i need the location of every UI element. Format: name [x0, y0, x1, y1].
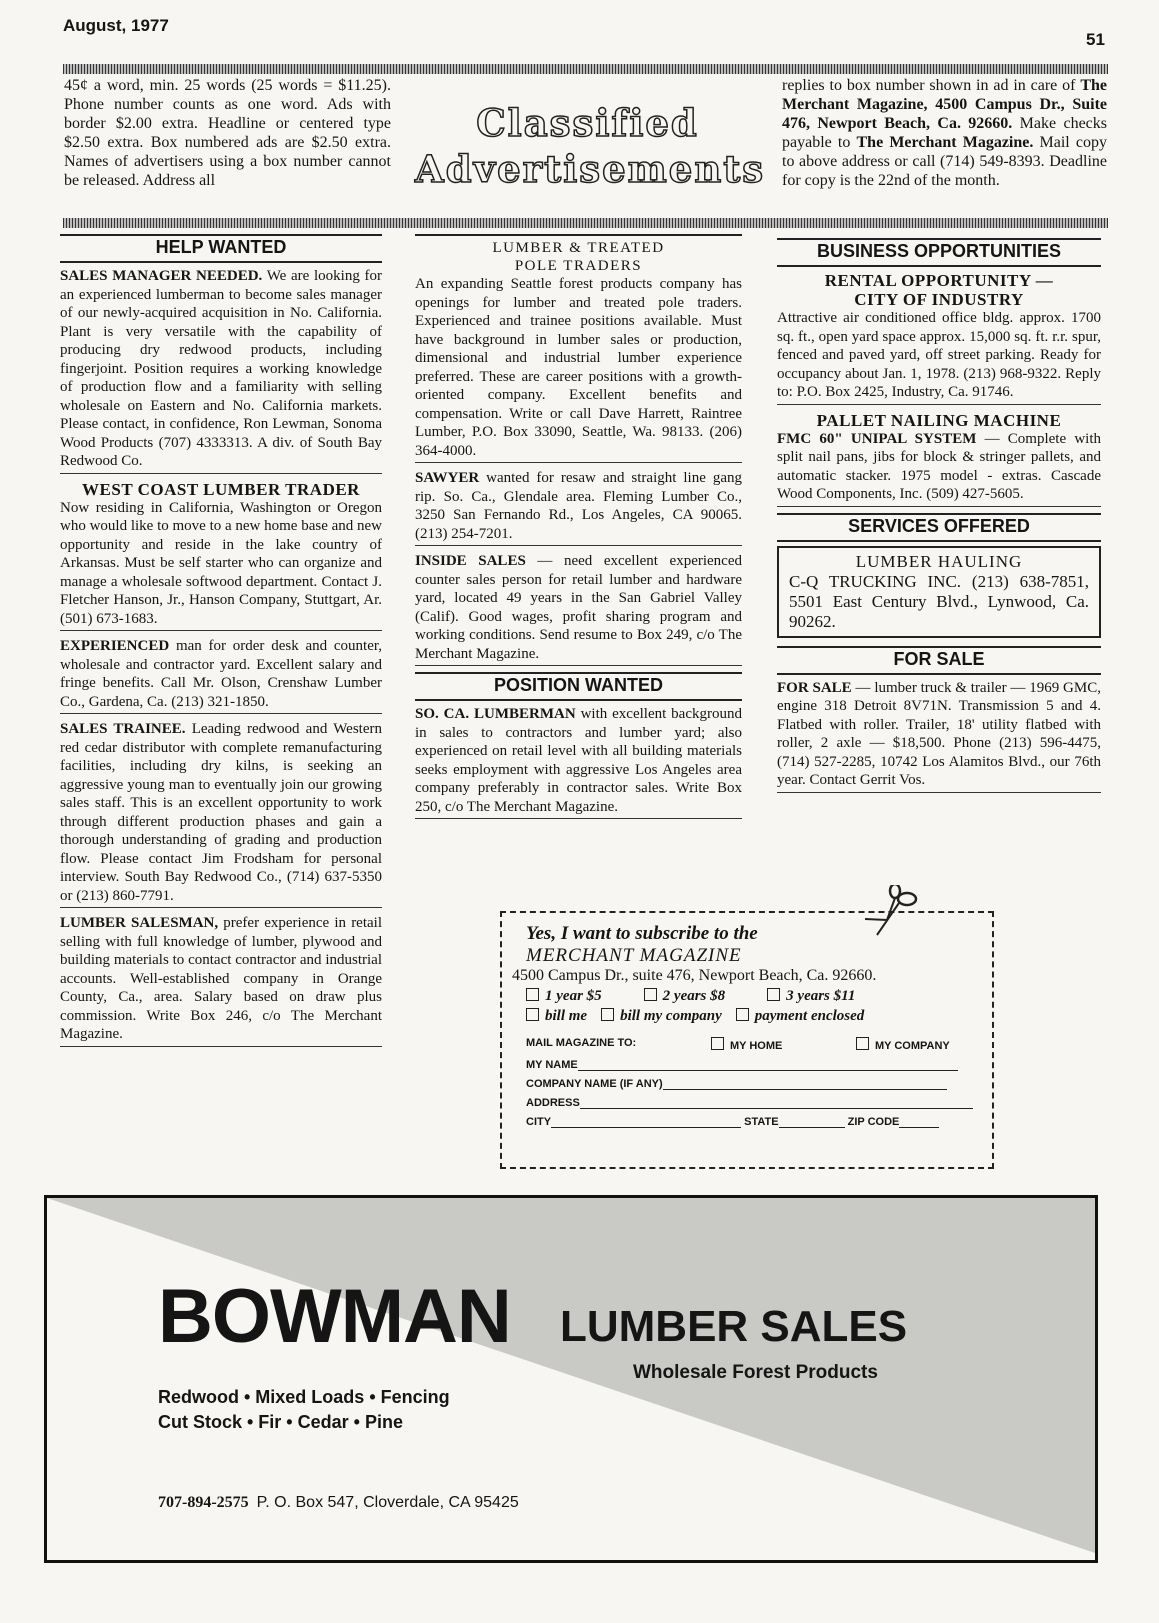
ad-lead: EXPERIENCED	[60, 638, 170, 654]
column-business	[777, 238, 1101, 799]
intro-replies-text-1: replies to box number shown in ad in care of	[782, 77, 1081, 94]
top-rule	[63, 64, 1108, 74]
coupon-address: 4500 Campus Dr., suite 476, Newport Beach, Ca. 92660.	[512, 967, 877, 984]
option-label: MY COMPANY	[875, 1040, 950, 1052]
ad-title-pole-traders-1: LUMBER & TREATED	[492, 240, 665, 256]
ad-lead: SALES TRAINEE.	[60, 721, 186, 737]
mail-to-row	[526, 1037, 981, 1052]
city-field[interactable]	[551, 1127, 741, 1128]
ad-body: We are looking for an experienced lumberman to become sales manager of our newly-acquired acquisition in No. California. Plant is very versatile with the capability of producing dry redwood products, including fingerjoint. Position requires a working knowledge of production flow and a familiarity with selling wholesale on Eastern and No. California markets. Please contact, in confidence, Ron Lewman, Sonoma Wood Products (707) 4333313. A div. of South Bay Redwood Co.	[60, 268, 382, 469]
mail-to-label: MAIL MAGAZINE TO:	[526, 1037, 637, 1049]
ad-sales-trainee	[60, 720, 382, 908]
bowman-products	[158, 1385, 450, 1435]
ad-body: Leading redwood and Western red cedar distributor with complete remanufacturing facilities, including dry kilns, is seeking an aggressive young man to eventually join our growing sales staff. This is an excellent opportunity to work through different production phases and gain a thorough understanding of grading and production flow. Please contact Jim Frodsham for personal interview. South Bay Redwood Co., (714) 637-5350 or (213) 860-7791.	[60, 721, 382, 904]
ad-body: — lumber truck & trailer — 1969 GMC, engine 318 Detroit 8V71N. Transmission 5 and 4. Flatbed with roller. Trailer, 18' utility flatbed with roller, 2 axle — $18,500. Phone (213) 596-4475, (714) 527-2285, 10742 Los Alamitos Blvd., our 76th year. Contact Gerrit Vos.	[777, 679, 1101, 788]
option-label: bill me	[545, 1008, 588, 1024]
ad-title-pallet: PALLET NAILING MACHINE	[816, 410, 1062, 430]
column-help-wanted	[60, 234, 382, 1053]
checkbox[interactable]	[767, 988, 780, 1001]
ad-title-pole-traders-2: POLE TRADERS	[514, 258, 643, 274]
ad-lead: LUMBER SALESMAN,	[60, 915, 219, 931]
state-field[interactable]	[779, 1127, 845, 1128]
intro-replies-address: The Merchant Magazine, 4500 Campus Dr., Suite 476, Newport Beach, Ca. 92660.	[782, 77, 1107, 132]
column-middle	[415, 234, 742, 825]
address-row	[526, 1097, 981, 1109]
title-line2: Advertisements	[415, 147, 766, 191]
company-label: COMPANY NAME (IF ANY)	[526, 1078, 663, 1090]
intro-replies-text-2: Make checks payable to	[782, 115, 1107, 151]
ad-title-rental-1: RENTAL OPPORTUNITY —	[824, 271, 1054, 290]
company-field[interactable]	[663, 1089, 947, 1090]
coupon-options-row2	[526, 1008, 981, 1025]
ad-pallet-nailing	[777, 430, 1101, 507]
name-row	[526, 1059, 981, 1071]
zip-field[interactable]	[899, 1127, 939, 1128]
ad-body: — Complete with split nail pans, jibs for block & stringer pallets, and automatic stacker. 1975 model - extras. Cascade Wood Components, Inc. (509) 427-5605.	[777, 430, 1101, 502]
bowman-brand: BOWMAN	[158, 1274, 511, 1359]
ad-experienced	[60, 637, 382, 714]
ad-inside-sales	[415, 552, 742, 666]
option-my-company[interactable]	[856, 1037, 950, 1052]
coupon-line1: Yes, I want to subscribe to the	[526, 923, 758, 944]
bowman-tagline: Wholesale Forest Products	[633, 1362, 878, 1383]
option-bill-me[interactable]	[526, 1008, 587, 1025]
option-label: 3 years $11	[786, 988, 856, 1004]
checkbox[interactable]	[711, 1037, 724, 1050]
bowman-contact	[158, 1494, 519, 1512]
ad-title-rental-2: CITY OF INDUSTRY	[854, 290, 1024, 309]
section-services-offered: SERVICES OFFERED	[777, 513, 1101, 542]
checkbox[interactable]	[644, 988, 657, 1001]
issue-date: August, 1977	[63, 16, 169, 35]
ad-lead: SALES MANAGER NEEDED.	[60, 268, 263, 284]
ad-so-ca-lumberman	[415, 705, 742, 819]
state-label: STATE	[744, 1116, 779, 1128]
intro-replies	[782, 76, 1107, 190]
option-label: MY HOME	[730, 1040, 783, 1052]
page-number: 51	[1086, 30, 1105, 49]
section-help-wanted: HELP WANTED	[60, 234, 382, 263]
ad-lead: SO. CA. LUMBERMAN	[415, 706, 576, 722]
ad-lead: INSIDE SALES	[415, 553, 526, 569]
section-position-wanted: POSITION WANTED	[415, 672, 742, 701]
address-label: ADDRESS	[526, 1097, 580, 1109]
section-business-opportunities: BUSINESS OPPORTUNITIES	[777, 238, 1101, 267]
option-label: bill my company	[620, 1008, 722, 1024]
checkbox[interactable]	[736, 1008, 749, 1021]
ad-body: man for order desk and counter, wholesale and contractor yard. Excellent salary and fringe benefits. Call Mr. Olson, Crenshaw Lumber Co., Gardena, Ca. (213) 321-1850.	[60, 638, 382, 710]
city-label: CITY	[526, 1116, 552, 1128]
classified-title	[415, 100, 766, 192]
bowman-products-2: Cut Stock • Fir • Cedar • Pine	[158, 1412, 403, 1432]
ad-body: prefer experience in retail selling with full knowledge of lumber, plywood and building materials to contact contractor and industrial accounts. Well-established company in Orange County, Ca., area. Salary based on draw plus commission. Write Box 246, c/o The Merchant Magazine.	[60, 915, 383, 1042]
option-1-year[interactable]	[526, 988, 602, 1005]
subscription-coupon	[500, 911, 994, 1169]
ad-body: with excellent background in sales to contractors and lumber yard; also experienced on retail level with all building materials seeks employment with aggressive Los Angeles area company preferably in contractor sales. Write Box 250, c/o The Merchant Magazine.	[415, 706, 742, 815]
svc-title: LUMBER HAULING	[855, 551, 1023, 571]
city-row	[526, 1116, 981, 1128]
bowman-phone: 707-894-2575	[158, 1494, 249, 1511]
option-2-years[interactable]	[644, 988, 726, 1005]
coupon-options-row1	[526, 988, 981, 1005]
column-top-rule	[415, 234, 742, 236]
ad-sales-manager	[60, 267, 382, 474]
option-bill-company[interactable]	[601, 1008, 722, 1025]
ad-lumber-hauling	[777, 546, 1101, 638]
option-label: payment enclosed	[754, 1008, 865, 1024]
section-for-sale: FOR SALE	[777, 646, 1101, 675]
intro-replies-payee: The Merchant Magazine.	[856, 134, 1034, 151]
svc-body: C-Q TRUCKING INC. (213) 638-7851, 5501 East Century Blvd., Lynwood, Ca. 90262.	[789, 571, 1089, 631]
option-my-home[interactable]	[711, 1037, 856, 1052]
checkbox[interactable]	[526, 988, 539, 1001]
intro-rates	[64, 76, 391, 190]
ad-lumber-salesman	[60, 914, 382, 1047]
bowman-address: P. O. Box 547, Cloverdale, CA 95425	[256, 1494, 519, 1511]
bowman-products-1: Redwood • Mixed Loads • Fencing	[158, 1387, 450, 1407]
name-label: MY NAME	[526, 1059, 578, 1071]
ad-body: wanted for resaw and straight line gang rip. So. Ca., Glendale area. Fleming Lumber Co., 3250 San Fernando Rd., Los Angeles, CA 90065. (213) 254-7201.	[415, 470, 742, 542]
ad-lead: FOR SALE	[777, 679, 852, 696]
zip-label: ZIP CODE	[847, 1116, 900, 1128]
intro-rule	[63, 218, 1108, 228]
ad-rental-opportunity: Attractive air conditioned office bldg. approx. 1700 sq. ft., open yard space approx. 15,000 sq. ft. r.r. spur, fenced and paved yard, off street parking. Ready for occupancy about Jan. 1, 1978. (213) 968-9322. Reply to: P.O. Box 2425, Industry, Ca. 91746.	[777, 309, 1101, 405]
checkbox[interactable]	[526, 1008, 539, 1021]
ad-pole-traders: An expanding Seattle forest products company has openings for lumber and treated pole traders. Experienced and trainee positions available. Must have background in lumber sales or production, dimensional and industrial lumber experience preferred. These are career positions with a growth-oriented company. Excellent benefits and compensation. Write or call Dave Harrett, Raintree Lumber, P.O. Box 33090, Seattle, Wa. 98133. (206) 364-4000.	[415, 275, 742, 463]
intro-rates-text: 45¢ a word, min. 25 words (25 words = $11.25). Phone number counts as one word. Ads with border $2.00 extra. Headline or centered type $2.50 extra. Box numbered ads are $2.50 extra. Names of advertisers using a box number cannot be released. Address all	[64, 77, 391, 189]
coupon-line2: MERCHANT MAGAZINE	[526, 945, 742, 966]
ad-lead: FMC 60" UNIPAL SYSTEM	[777, 430, 977, 447]
option-label: 1 year $5	[545, 988, 602, 1004]
ad-title-west-coast: WEST COAST LUMBER TRADER	[82, 479, 360, 499]
checkbox[interactable]	[601, 1008, 614, 1021]
company-row	[526, 1078, 981, 1090]
name-field[interactable]	[578, 1070, 958, 1071]
bowman-ad	[44, 1195, 1098, 1563]
title-line1: Classified	[476, 101, 699, 145]
checkbox[interactable]	[856, 1037, 869, 1050]
ad-lead: SAWYER	[415, 470, 480, 486]
address-field[interactable]	[580, 1108, 973, 1109]
ad-body: — need excellent experienced counter sales person for retail lumber and hardware yard, located 49 years in the San Gabriel Valley (Calif). Good wages, profit sharing program and working conditions. Send resume to Box 249, c/o The Merchant Magazine.	[415, 553, 742, 662]
option-label: 2 years $8	[662, 988, 726, 1004]
option-3-years[interactable]	[767, 988, 855, 1005]
intro-replies-text-3: Mail copy to above address or call (714) 549-8393. Deadline for copy is the 22nd of the month.	[782, 134, 1107, 189]
ad-west-coast-trader: Now residing in California, Washington or Oregon who would like to move to a new home base and new opportunity and reside in the lake country of Arkansas. Must be self starter who can organize and manage a wholesale softwood department. Contact J. Fletcher Hanson, Jr., Hanson Company, Stuttgart, Ar. (501) 673-1683.	[60, 499, 382, 632]
bowman-lumber-sales: LUMBER SALES	[560, 1302, 908, 1351]
option-payment-enclosed[interactable]	[736, 1008, 865, 1025]
ad-for-sale-truck	[777, 679, 1101, 793]
ad-sawyer	[415, 469, 742, 546]
